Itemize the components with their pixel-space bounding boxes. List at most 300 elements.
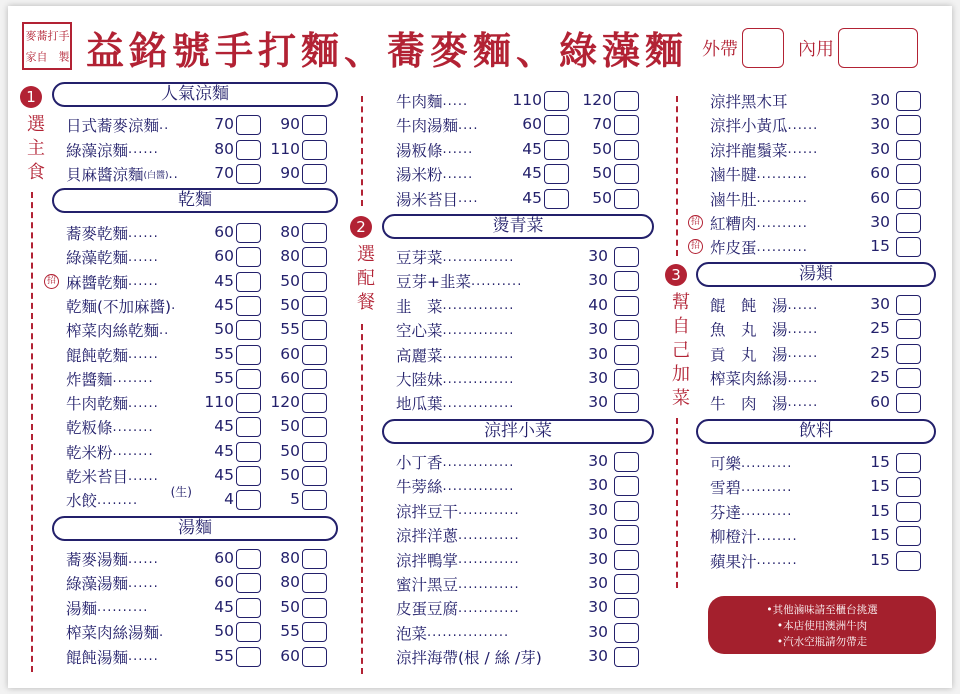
shop-seal-logo: 蕎麥 手打 自家 製	[22, 22, 72, 70]
item-name: 蜜汁黑豆	[396, 576, 459, 594]
quantity-box-large[interactable]	[302, 115, 327, 135]
item-name: 柳橙汁	[710, 528, 757, 547]
menu-item-row	[66, 646, 159, 668]
item-name: 餛飩乾麵	[66, 346, 129, 365]
price-small: 45	[214, 466, 234, 484]
quantity-box-small[interactable]	[236, 223, 261, 243]
quantity-box[interactable]	[614, 393, 639, 413]
price-large: 50	[592, 164, 612, 183]
item-leader-dots: ......	[128, 347, 159, 362]
item-leader-dots: ..........	[756, 191, 808, 207]
quantity-box[interactable]	[614, 476, 639, 496]
price: 30	[588, 525, 608, 544]
price: 30	[870, 213, 890, 231]
quantity-box[interactable]	[614, 296, 639, 316]
quantity-box[interactable]	[614, 501, 639, 521]
item-name: 餛 飩 湯	[710, 297, 788, 315]
item-leader-dots: ........	[756, 553, 798, 569]
item-name: 麻醬乾麵	[66, 273, 129, 292]
quantity-box-small[interactable]	[236, 320, 261, 340]
menu-item-row	[710, 188, 808, 210]
quantity-box[interactable]	[614, 525, 639, 545]
price-small: 70	[214, 164, 234, 182]
quantity-box-large[interactable]	[614, 164, 639, 184]
price-small: 70	[214, 115, 234, 133]
item-name: 炸醬麵	[66, 370, 113, 389]
signature-badge: 招	[688, 239, 703, 254]
menu-item-row	[710, 212, 808, 234]
item-leader-dots: ..............	[442, 298, 515, 314]
item-leader-dots: ........	[112, 419, 154, 435]
menu-item-row	[710, 139, 818, 161]
quantity-box[interactable]	[614, 574, 639, 594]
dinein-label: 內用	[798, 39, 834, 60]
quantity-box[interactable]	[896, 551, 921, 571]
item-name: 綠藻乾麵	[66, 249, 129, 268]
price: 25	[870, 343, 890, 362]
quantity-box[interactable]	[896, 393, 921, 413]
section-title-cold-sides: 涼拌小菜	[382, 419, 654, 444]
menu-item-row	[396, 524, 520, 546]
item-leader-dots: ........	[756, 528, 798, 544]
item-leader-dots: ..............	[442, 249, 515, 265]
price: 40	[588, 295, 608, 314]
menu-item-row	[396, 475, 514, 497]
quantity-box-small[interactable]	[236, 647, 261, 667]
price: 30	[870, 115, 890, 134]
item-leader-dots: ..............	[442, 395, 515, 411]
section-title-dry-noodles: 乾麵	[52, 188, 338, 213]
quantity-box[interactable]	[896, 453, 921, 473]
quantity-box[interactable]	[896, 164, 921, 184]
quantity-box[interactable]	[614, 369, 639, 389]
quantity-box-small[interactable]	[236, 417, 261, 437]
item-name: 豆芽菜	[396, 249, 443, 267]
quantity-box-large[interactable]	[302, 549, 327, 569]
price: 15	[870, 453, 890, 471]
quantity-box[interactable]	[896, 295, 921, 315]
item-name: 湯米苔目	[396, 190, 459, 209]
price: 15	[870, 550, 890, 569]
item-name: 豆芽+韭菜	[396, 273, 471, 292]
quantity-box[interactable]	[896, 344, 921, 364]
section-title-soup-noodles: 湯麵	[52, 516, 338, 541]
item-name: 紅糟肉	[710, 215, 757, 233]
price-large: 80	[280, 573, 300, 592]
quantity-box[interactable]	[614, 452, 639, 472]
price-small: 55	[214, 368, 234, 387]
takeout-order	[702, 28, 784, 68]
price-large: 50	[280, 295, 300, 314]
price-large: 50	[280, 417, 300, 436]
item-leader-dots: ......	[128, 468, 159, 484]
item-name: 涼拌龍鬚菜	[710, 141, 788, 160]
quantity-box[interactable]	[614, 647, 639, 667]
menu-item-row	[710, 550, 798, 572]
price: 15	[870, 501, 890, 520]
item-leader-dots: ......	[442, 142, 474, 158]
quantity-box-small[interactable]	[236, 573, 261, 593]
menu-item-row	[66, 319, 169, 341]
item-name: 涼拌黑木耳	[710, 93, 788, 111]
item-name: 涼拌鴨掌	[396, 551, 459, 570]
price-small: 60	[214, 247, 234, 266]
menu-header	[8, 6, 952, 78]
price-large: 90	[280, 164, 300, 182]
menu-item-row	[710, 501, 792, 523]
item-name: 蘋果汁	[710, 552, 757, 571]
menu-item-row	[396, 597, 520, 619]
price: 60	[870, 392, 890, 411]
quantity-box-small[interactable]	[236, 622, 261, 642]
quantity-box-small[interactable]	[236, 247, 261, 267]
price: 30	[870, 139, 890, 158]
takeout-checkbox[interactable]	[742, 28, 784, 68]
quantity-box-small[interactable]	[236, 272, 261, 292]
item-name: 魚 丸 湯	[710, 321, 788, 340]
quantity-box-large[interactable]	[302, 247, 327, 267]
quantity-box-small[interactable]	[236, 115, 261, 135]
section-title-cold-noodles: 人氣涼麵	[52, 82, 338, 107]
item-name: 滷牛腱	[710, 166, 757, 185]
item-name: 綠藻涼麵	[66, 141, 129, 160]
price: 15	[870, 526, 890, 545]
quantity-box-large[interactable]	[302, 442, 327, 462]
item-name: 涼拌小黃瓜	[710, 117, 788, 136]
section-3-divider-bottom	[676, 418, 678, 588]
menu-item-row	[396, 622, 509, 644]
price-large: 55	[280, 622, 300, 641]
menu-item-row	[66, 441, 154, 463]
item-tag: (生)	[170, 485, 192, 500]
item-leader-dots: ......	[128, 249, 159, 265]
quantity-box[interactable]	[614, 271, 639, 291]
item-leader-dots: ..............	[442, 478, 515, 494]
item-name: 高麗菜	[396, 346, 443, 365]
quantity-box-large[interactable]	[302, 490, 327, 510]
section-3-label: 幫自己加菜	[669, 292, 690, 412]
item-leader-dots: ..........	[741, 455, 793, 471]
item-leader-dots: ..........	[756, 166, 808, 182]
item-name: 韭 菜	[396, 297, 443, 316]
quantity-box-small[interactable]	[544, 164, 569, 184]
quantity-box-small[interactable]	[544, 189, 569, 209]
item-leader-dots: ................	[427, 625, 510, 641]
item-name: 日式蕎麥涼麵	[66, 117, 160, 135]
section-title-soups: 湯類	[696, 262, 936, 287]
quantity-box-small[interactable]	[236, 369, 261, 389]
item-name: 榨菜肉絲乾麵	[66, 322, 160, 341]
quantity-box-large[interactable]	[614, 189, 639, 209]
item-name: 可樂	[710, 455, 742, 473]
menu-item-row	[710, 318, 818, 340]
price: 25	[870, 319, 890, 338]
quantity-box[interactable]	[896, 502, 921, 522]
item-leader-dots: ......	[128, 575, 159, 591]
quantity-box-small[interactable]	[544, 91, 569, 111]
price-large: 60	[280, 646, 300, 665]
quantity-box[interactable]	[614, 345, 639, 365]
item-name: 泡菜	[396, 624, 428, 643]
item-name: 涼拌洋蔥	[396, 527, 459, 546]
price: 30	[870, 91, 890, 109]
price: 30	[588, 549, 608, 568]
price: 30	[870, 295, 890, 313]
item-leader-dots: ......	[442, 166, 474, 182]
menu-item-row	[66, 139, 159, 161]
quantity-box-small[interactable]	[236, 466, 261, 486]
price: 30	[588, 452, 608, 470]
menu-item-row	[396, 90, 468, 112]
item-name: 榨菜肉絲湯麵	[66, 624, 160, 643]
section-2-divider-top	[361, 96, 363, 206]
price-small: 45	[214, 441, 234, 460]
signature-badge: 招	[44, 274, 59, 289]
item-name: 湯米粉	[396, 166, 443, 185]
quantity-box-small[interactable]	[236, 490, 261, 510]
item-name: 芬達	[710, 503, 742, 522]
item-leader-dots: ......	[128, 551, 159, 567]
item-name: 湯麵	[66, 599, 98, 618]
item-name: 榨菜肉絲湯	[710, 370, 788, 389]
item-name: 涼拌海帶(根 / 絲 /芽)	[396, 649, 542, 668]
menu-item-row	[396, 246, 514, 268]
item-suffix: (白醬)	[143, 170, 169, 181]
item-leader-dots: ......	[787, 117, 819, 133]
item-name: 湯粄條	[396, 141, 443, 160]
quantity-box-large[interactable]	[302, 647, 327, 667]
item-name: 乾粄條	[66, 419, 113, 438]
price-small: 50	[214, 320, 234, 339]
item-name: 涼拌豆干	[396, 502, 459, 521]
menu-item-row	[396, 451, 514, 473]
quantity-box-large[interactable]	[302, 345, 327, 365]
price-small: 60	[214, 223, 234, 241]
menu-item-row	[66, 163, 179, 185]
menu-item-row	[396, 270, 522, 292]
menu-item-row	[710, 114, 818, 136]
price-large: 50	[280, 597, 300, 616]
section-3-marker: 3	[665, 264, 687, 286]
menu-item-row	[66, 344, 159, 366]
item-name: 乾麵(不加麻醬)	[66, 297, 172, 316]
price-large: 80	[280, 223, 300, 241]
item-leader-dots: ......	[787, 142, 819, 158]
quantity-box-large[interactable]	[302, 417, 327, 437]
item-leader-dots: ......	[787, 395, 819, 411]
price-small: 110	[204, 393, 234, 412]
quantity-box[interactable]	[896, 368, 921, 388]
dinein-order	[798, 28, 918, 68]
quantity-box-small[interactable]	[236, 393, 261, 413]
price: 60	[870, 188, 890, 207]
quantity-box-large[interactable]	[302, 223, 327, 243]
item-leader-dots: ..........	[97, 600, 149, 616]
quantity-box-large[interactable]	[614, 140, 639, 160]
item-name: 小丁香	[396, 454, 443, 472]
item-name: 皮蛋豆腐	[396, 600, 459, 619]
menu-sheet	[8, 6, 952, 688]
quantity-box[interactable]	[896, 213, 921, 233]
quantity-box-large[interactable]	[302, 320, 327, 340]
quantity-box-small[interactable]	[236, 164, 261, 184]
menu-item-row	[396, 319, 514, 341]
quantity-box[interactable]	[896, 237, 921, 257]
item-leader-dots: ......	[787, 297, 819, 313]
item-leader-dots: ......	[787, 321, 819, 337]
quantity-box-small[interactable]	[236, 442, 261, 462]
item-leader-dots: ....	[458, 117, 479, 133]
quantity-box-large[interactable]	[302, 598, 327, 618]
quantity-box-large[interactable]	[302, 622, 327, 642]
price-large: 50	[592, 139, 612, 158]
quantity-box-small[interactable]	[544, 140, 569, 160]
quantity-box[interactable]	[614, 550, 639, 570]
quantity-box-small[interactable]	[544, 115, 569, 135]
quantity-box-large[interactable]	[302, 466, 327, 486]
price: 30	[588, 320, 608, 339]
item-leader-dots: ..	[159, 117, 170, 133]
menu-item-row	[710, 476, 792, 498]
price-large: 50	[592, 188, 612, 207]
menu-item-row	[396, 392, 514, 414]
item-name: 滷牛肚	[710, 190, 757, 209]
quantity-box-small[interactable]	[236, 140, 261, 160]
item-leader-dots: ............	[458, 503, 520, 519]
price-small: 45	[522, 188, 542, 207]
quantity-box[interactable]	[896, 526, 921, 546]
item-name: 水餃	[66, 492, 98, 511]
quantity-box[interactable]	[896, 140, 921, 160]
menu-item-row	[66, 271, 159, 293]
menu-item-row	[66, 368, 154, 390]
item-name: 牛肉麵	[396, 93, 443, 111]
item-name: 地瓜葉	[396, 395, 443, 414]
price: 15	[870, 477, 890, 496]
item-name: 炸皮蛋	[710, 239, 757, 258]
quantity-box-large[interactable]	[302, 164, 327, 184]
quantity-box-small[interactable]	[236, 549, 261, 569]
menu-item-row	[396, 295, 514, 317]
quantity-box[interactable]	[614, 320, 639, 340]
menu-item-row	[66, 392, 159, 414]
quantity-box-large[interactable]	[302, 369, 327, 389]
menu-item-row	[66, 572, 159, 594]
menu-item-row	[66, 597, 148, 619]
item-leader-dots: .	[171, 298, 177, 314]
item-leader-dots: ......	[787, 346, 819, 362]
price-large: 50	[280, 441, 300, 460]
item-leader-dots: ..............	[442, 347, 515, 363]
price-small: 50	[214, 622, 234, 641]
item-leader-dots: ..............	[442, 454, 515, 470]
price-small: 60	[214, 573, 234, 592]
price-large: 70	[592, 115, 612, 134]
item-name: 空心菜	[396, 322, 443, 341]
item-leader-dots: ............	[458, 576, 520, 592]
menu-item-row	[710, 452, 792, 474]
price-large: 80	[280, 549, 300, 567]
price: 30	[588, 574, 608, 592]
menu-item-row	[66, 246, 159, 268]
menu-item-row	[710, 367, 818, 389]
price-large: 120	[270, 393, 300, 412]
quantity-box[interactable]	[614, 598, 639, 618]
menu-item-row	[66, 489, 138, 511]
item-name: 牛 肉 湯	[710, 394, 788, 413]
item-leader-dots: ........	[97, 492, 139, 508]
price-small: 45	[214, 417, 234, 436]
item-leader-dots: ......	[128, 142, 159, 157]
menu-item-row	[710, 525, 798, 547]
quantity-box-large[interactable]	[614, 91, 639, 111]
price: 60	[870, 164, 890, 183]
item-leader-dots: ..............	[442, 322, 515, 338]
item-leader-dots: ............	[458, 600, 520, 616]
quantity-box-small[interactable]	[236, 296, 261, 316]
quantity-box[interactable]	[896, 115, 921, 135]
price-large: 80	[280, 247, 300, 266]
menu-item-row	[396, 188, 479, 210]
quantity-box-small[interactable]	[236, 598, 261, 618]
notice-line: •本店使用澳洲牛肉	[776, 620, 868, 632]
price: 30	[588, 647, 608, 666]
item-leader-dots: ..............	[442, 371, 515, 387]
price-small: 80	[214, 139, 234, 158]
price-small: 55	[214, 344, 234, 363]
takeout-label: 外帶	[702, 39, 738, 60]
item-leader-dots: ..........	[471, 273, 523, 289]
quantity-box-large[interactable]	[302, 393, 327, 413]
item-name: 牛肉湯麵	[396, 117, 459, 136]
quantity-box[interactable]	[896, 91, 921, 111]
quantity-box-small[interactable]	[236, 345, 261, 365]
item-leader-dots: ......	[128, 274, 159, 290]
quantity-box[interactable]	[614, 623, 639, 643]
menu-item-row	[710, 163, 808, 185]
quantity-box[interactable]	[896, 189, 921, 209]
quantity-box-large[interactable]	[302, 573, 327, 593]
item-leader-dots: ........	[112, 371, 154, 387]
quantity-box[interactable]	[614, 247, 639, 267]
quantity-box[interactable]	[896, 319, 921, 339]
item-leader-dots: ......	[128, 649, 159, 665]
quantity-box[interactable]	[896, 477, 921, 497]
quantity-box-large[interactable]	[614, 115, 639, 135]
price-large: 50	[280, 466, 300, 484]
price-small: 55	[214, 646, 234, 665]
quantity-box-large[interactable]	[302, 140, 327, 160]
section-1-divider	[31, 192, 33, 672]
quantity-box-large[interactable]	[302, 272, 327, 292]
item-leader-dots: ....	[458, 191, 479, 207]
price-small: 110	[512, 91, 542, 109]
price-small: 45	[522, 164, 542, 183]
price: 15	[870, 237, 890, 256]
menu-item-row	[396, 139, 473, 161]
price-large: 120	[582, 91, 612, 109]
item-leader-dots: ......	[787, 370, 819, 386]
price-small: 45	[522, 139, 542, 158]
price-large: 110	[270, 139, 300, 158]
menu-item-row	[66, 548, 159, 570]
price: 30	[588, 247, 608, 265]
dinein-checkbox[interactable]	[838, 28, 918, 68]
quantity-box-large[interactable]	[302, 296, 327, 316]
price-small: 45	[214, 597, 234, 616]
price-large: 5	[290, 490, 300, 509]
menu-item-row	[710, 90, 788, 112]
